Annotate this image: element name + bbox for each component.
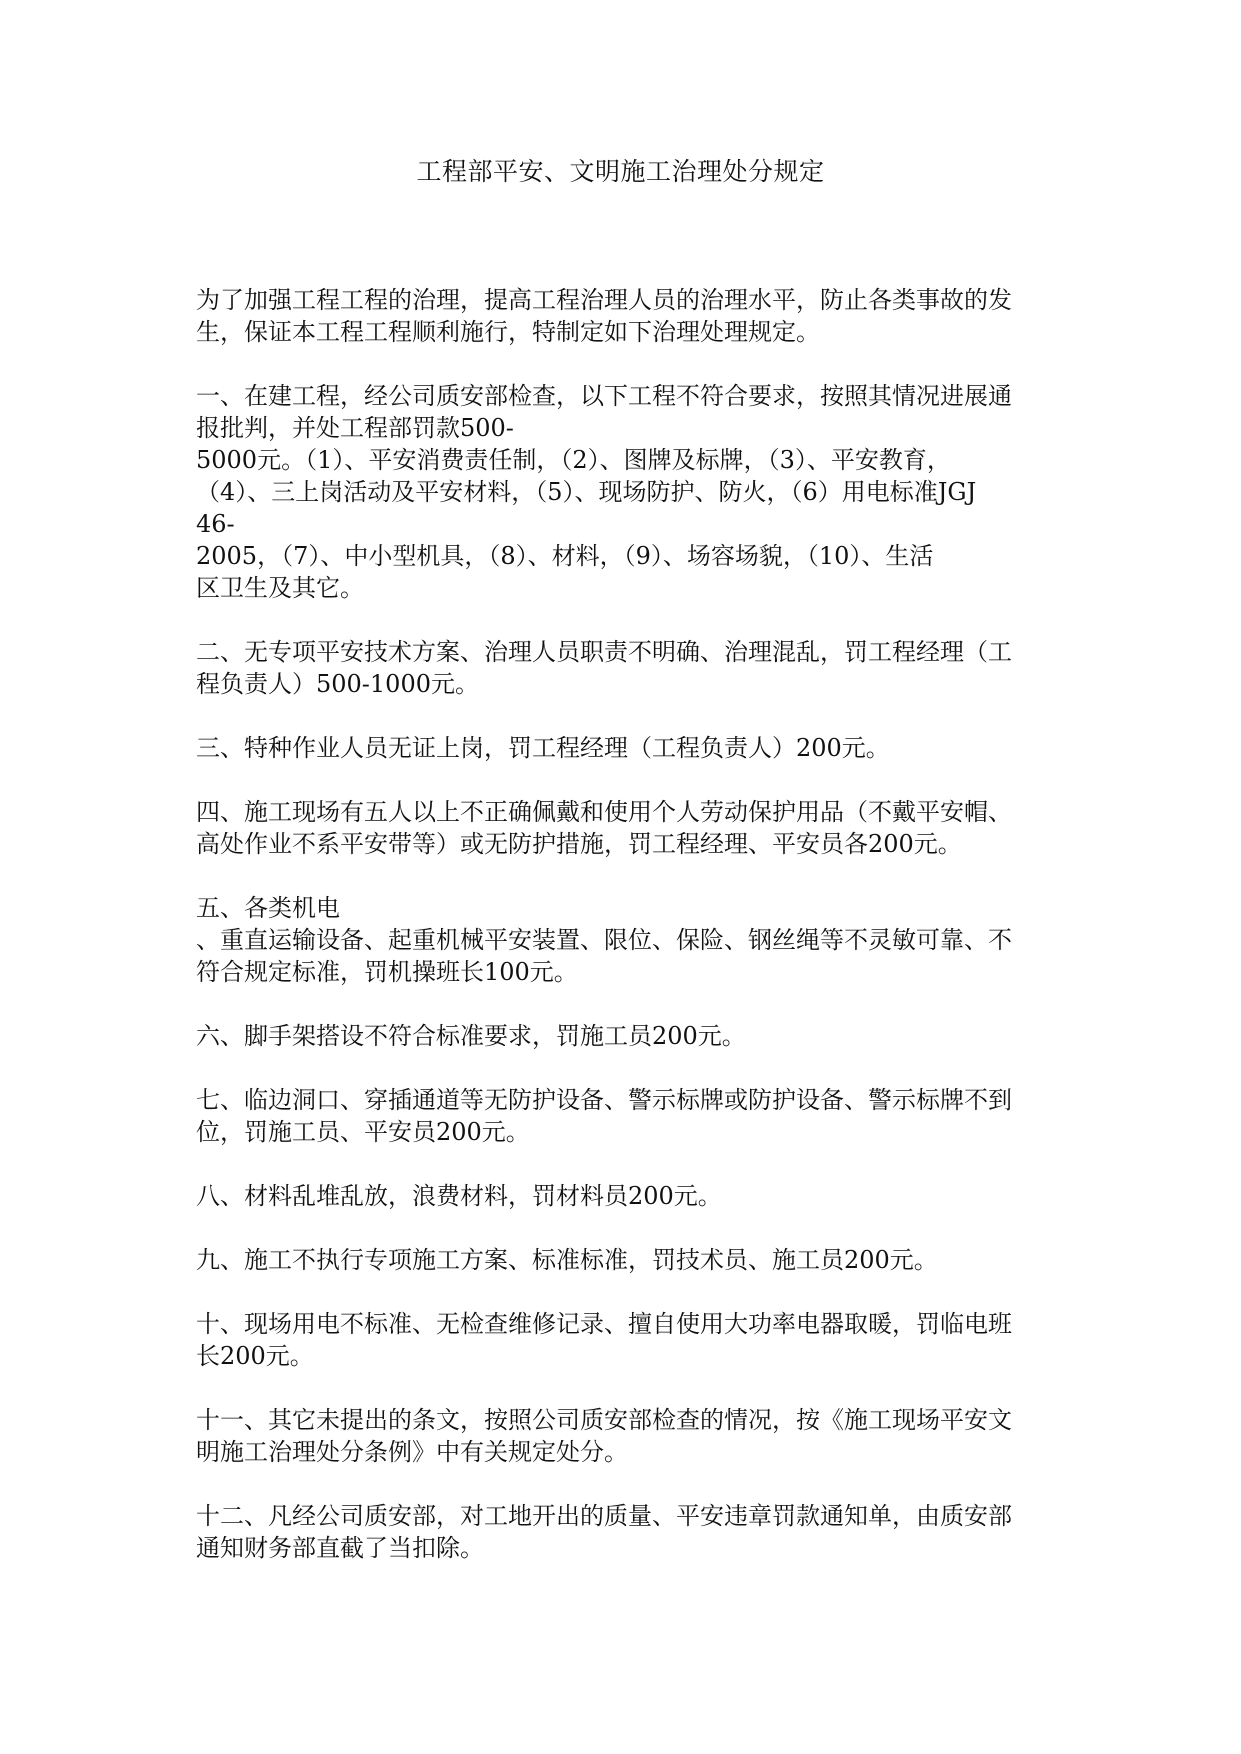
paragraph-rule-10: [196, 1308, 1052, 1372]
text-line: 八、材料乱堆乱放，浪费材料，罚材料员200元。: [196, 1182, 722, 1210]
text-line: 二、无专项平安技术方案、治理人员职责不明确、治理混乱，罚工程经理（工: [196, 638, 1012, 666]
paragraph-rule-11: [196, 1404, 1052, 1468]
paragraph-rule-6: [196, 1020, 1052, 1052]
text-line: 十一、其它未提出的条文，按照公司质安部检查的情况，按《施工现场平安文: [196, 1406, 1012, 1434]
text-line: 生，保证本工程工程顺利施行，特制定如下治理处理规定。: [196, 318, 820, 346]
text-line: （4）、三上岗活动及平安材料，（5）、现场防护、防火，（6）用电标准JGJ: [196, 478, 977, 506]
text-line: 区卫生及其它。: [196, 574, 364, 602]
document-title: 工程部平安、文明施工治理处分规定: [416, 157, 825, 186]
text-line: 一、在建工程，经公司质安部检查，以下工程不符合要求，按照其情况进展通: [196, 382, 1012, 410]
paragraph-rule-12: [196, 1500, 1052, 1564]
paragraph-rule-5: [196, 892, 1052, 988]
text-line: 四、施工现场有五人以上不正确佩戴和使用个人劳动保护用品（不戴平安帽、: [196, 798, 1012, 826]
text-line: 九、施工不执行专项施工方案、标准标准，罚技术员、施工员200元。: [196, 1246, 938, 1274]
paragraph-rule-9: [196, 1244, 1052, 1276]
paragraph-rule-3: [196, 732, 1052, 764]
text-line: 报批判，并处工程部罚款500-: [196, 414, 514, 442]
paragraph-rule-8: [196, 1180, 1052, 1212]
text-line: 为了加强工程工程的治理，提高工程治理人员的治理水平，防止各类事故的发: [196, 286, 1012, 314]
text-line: 符合规定标准，罚机操班长100元。: [196, 958, 578, 986]
text-line: 五、各类机电: [196, 894, 340, 922]
text-line: 三、特种作业人员无证上岗，罚工程经理（工程负责人）200元。: [196, 734, 890, 762]
text-line: 六、脚手架搭设不符合标准要求，罚施工员200元。: [196, 1022, 746, 1050]
text-line: 46-: [196, 510, 235, 538]
paragraph-rule-7: [196, 1084, 1052, 1148]
text-line: 七、临边洞口、穿插通道等无防护设备、警示标牌或防护设备、警示标牌不到: [196, 1086, 1012, 1114]
paragraph-rule-1: [196, 380, 1052, 604]
text-line: 位，罚施工员、平安员200元。: [196, 1118, 530, 1146]
paragraph-rule-2: [196, 636, 1052, 700]
text-line: 十二、凡经公司质安部，对工地开出的质量、平安违章罚款通知单，由质安部: [196, 1502, 1012, 1530]
document-body: [196, 284, 1052, 1596]
text-line: 通知财务部直截了当扣除。: [196, 1534, 484, 1562]
paragraph-intro: [196, 284, 1052, 348]
text-line: 明施工治理处分条例》中有关规定处分。: [196, 1438, 628, 1466]
text-line: 、重直运输设备、起重机械平安装置、限位、保险、钢丝绳等不灵敏可靠、不: [196, 926, 1012, 954]
text-line: 2005，（7）、中小型机具，（8）、材料，（9）、场容场貌，（10）、生活: [196, 542, 934, 570]
text-line: 程负责人）500-1000元。: [196, 670, 479, 698]
text-line: 十、现场用电不标准、无检查维修记录、擅自使用大功率电器取暖，罚临电班: [196, 1310, 1012, 1338]
text-line: 长200元。: [196, 1342, 314, 1370]
paragraph-rule-4: [196, 796, 1052, 860]
text-line: 高处作业不系平安带等）或无防护措施，罚工程经理、平安员各200元。: [196, 830, 962, 858]
text-line: 5000元。（1）、平安消费责任制，（2）、图牌及标牌，（3）、平安教育，: [196, 446, 951, 474]
